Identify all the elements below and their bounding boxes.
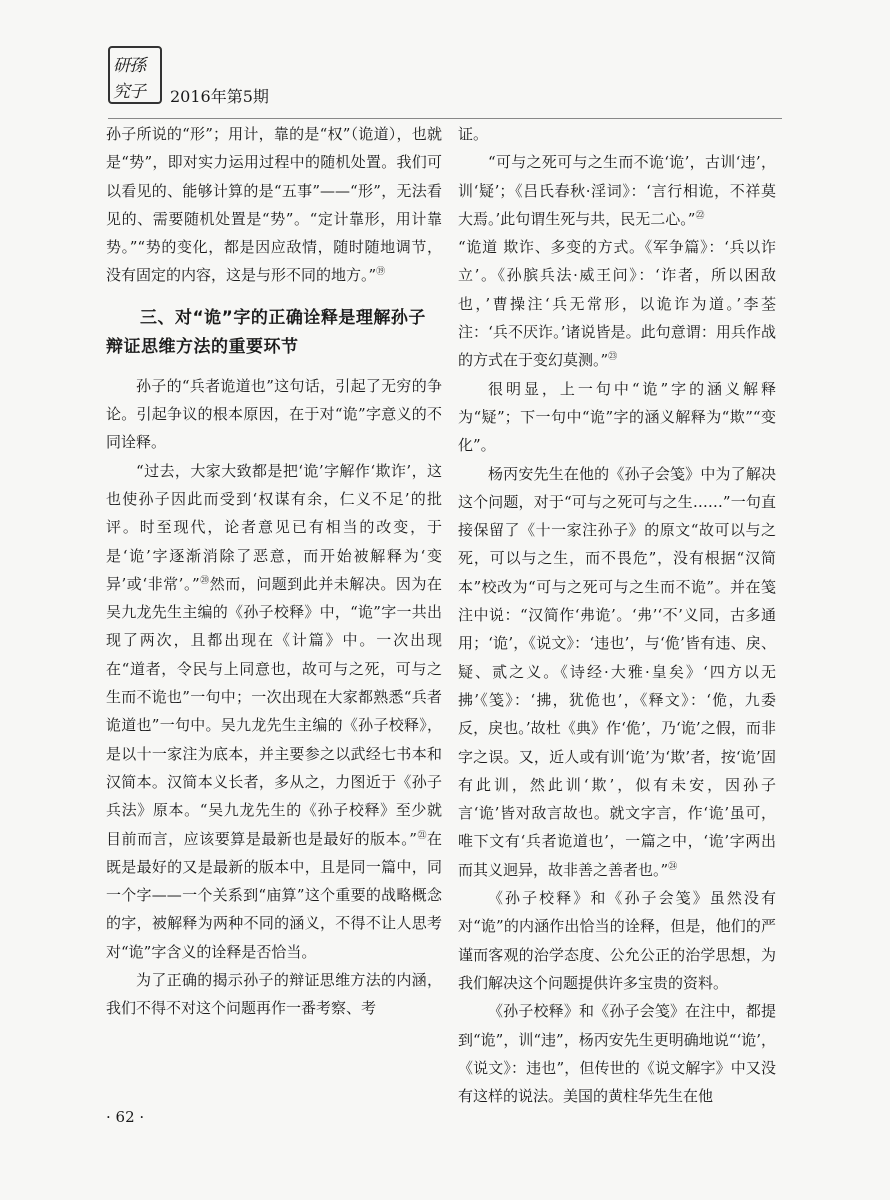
paragraph: 证。 — [458, 125, 489, 143]
paragraph: 很明显，上一句中“诡”字的涵义解释为“疑”；下一句中“诡”字的涵义解释为“欺”“变化”。 — [458, 379, 776, 455]
left-column — [106, 120, 442, 1023]
paragraph: 《孙子校释》和《孙子会笺》在注中，都提到“诡”，训“违”，杨丙安先生更明确地说“‘诡’，《说文》：违也”，但传世的《说文解字》中又没有这样的说法。美国的黄柱华先生在他 — [458, 1002, 776, 1106]
paragraph: 为了正确的揭示孙子的辩证思维方法的内涵，我们不得不对这个问题再作一番考察、考 — [106, 971, 442, 1018]
paragraph: 《孙子校释》和《孙子会笺》虽然没有对“诡”的内涵作出恰当的诠释，但是，他们的严谨而客观的治学态度、公允公正的治学思想，为我们解决这个问题提供许多宝贵的资料。 — [458, 889, 776, 992]
paragraph: “诡道 欺诈、多变的方式。《军争篇》：‘兵以诈立’。《孙膑兵法·威王问》：‘诈者，所以困敌也，’曹操注‘兵无常形，以诡诈为道。’李荃注：‘兵不厌诈。’诸说皆是。此句意谓：用兵作战的方式在于变幻莫测。”$^㉓$ — [458, 238, 776, 370]
journal-logo — [108, 46, 162, 104]
header-rule — [108, 118, 782, 119]
paragraph: “可与之死可与之生而不诡‘诡’，古训‘违’，训‘疑’；《吕氏春秋·淫词》：‘言行相诡，不祥莫大焉。’此句谓生死与共，民无二心。”$^㉒$ — [458, 153, 776, 228]
footnote-ref: ⑲ — [376, 267, 386, 278]
section-heading: 三、对“诡”字的正确诠释是理解孙子辩证思维方法的重要环节 — [106, 307, 426, 357]
footnote-ref: ㉑ — [416, 830, 427, 841]
issue-label: 2016年第5期 — [170, 87, 269, 106]
paragraph: 孙子的“兵者诡道也”这句话，引起了无穷的争论。引起争议的根本原因，在于对“诡”字意义的不同诠释。 — [106, 376, 442, 452]
page-number: · 62 · — [106, 1108, 145, 1126]
footnote-ref: ⑳ — [199, 575, 210, 586]
footnote-ref: ㉔ — [668, 861, 678, 872]
logo-line-2: 究子 — [113, 82, 145, 102]
paragraph: “过去，大家大致都是把‘诡’字解作‘欺诈’，这也使孙子因此而受到‘权谋有余，仁义不足’的批评。时至现代，论者意见已有相当的改变，于是‘诡’字逐渐消除了恶意，而开始被解释为‘变异’或‘非常’。”⑳然而，问题到此并未解决。因为在吴九龙先生主编的《孙子校释》中，“诡”字一共出现了两次，且都出现在《计篇》中。一次出现在“道者，令民与上同意也，故可与之死，可与之生而不诡也”一句中；一次出现在大家都熟悉“兵者诡道也”一句中。吴九龙先生主编的《孙子校释》，是以十一家注为底本，并主要参之以武经七书本和汉简本。汉简本义长者，多从之，力图近于《孙子兵法》原本。“吴九龙先生的《孙子校释》至少就目前而言，应该要算是最新也是最好的版本。”$^㉑$在既是最好的又是最新的版本中，且是同一篇中，同一个字——一个关系到“庙算”这个重要的战略概念的字，被解释为两种不同的涵义，不得不让人思考对“诡”字含义的诠释是否恰当。 — [106, 461, 442, 961]
footnote-ref: ㉓ — [608, 352, 618, 363]
footnote-ref: ㉒ — [695, 210, 705, 221]
logo-line-1: 研孫 — [113, 56, 145, 76]
page-header — [108, 46, 788, 116]
right-column — [458, 120, 776, 1110]
paragraph: 杨丙安先生在他的《孙子会笺》中为了解决这个问题，对于“可与之死可与之生……”一句直接保留了《十一家注孙子》的原文“故可以与之死，可以与之生，而不畏危”，没有根据“汉简本”校改为“可与之死可与之生而不诡”。并在笺注中说：“汉简作‘弗诡’。‘弗’‘不’义同，古多通用；‘诡’，《说文》：‘违也’，与‘佹’皆有违、戾、疑、贰之义。《诗经·大雅·皇矣》‘四方以无拂’《笺》：‘拂，犹佹也’，《释文》：‘佹，九委反，戾也。’故杜《典》作‘佹’，乃‘诡’之假，而非字之误。又，近人或有训‘诡’为‘欺’者，按‘诡’固有此训，然此训‘欺’，似有未安，因孙子言‘诡’皆对敌言故也。就文字言，作‘诡’虽可，唯下文有‘兵者诡道也’，一篇之中，‘诡’字两出而其义迥异，故非善之善者也。”$^㉔$ — [458, 464, 776, 879]
paragraph: 孙子所说的“形”；用计，靠的是“权”（诡道），也就是“势”，即对实力运用过程中的随机处置。我们可以看见的、能够计算的是“五事”——“形”，无法看见的、需要随机处置是“势”。“定计靠形，用计靠势。”“势的变化，都是因应敌情，随时随地调节，没有固定的内容，这是与形不同的地方。”⑲ — [106, 125, 442, 285]
